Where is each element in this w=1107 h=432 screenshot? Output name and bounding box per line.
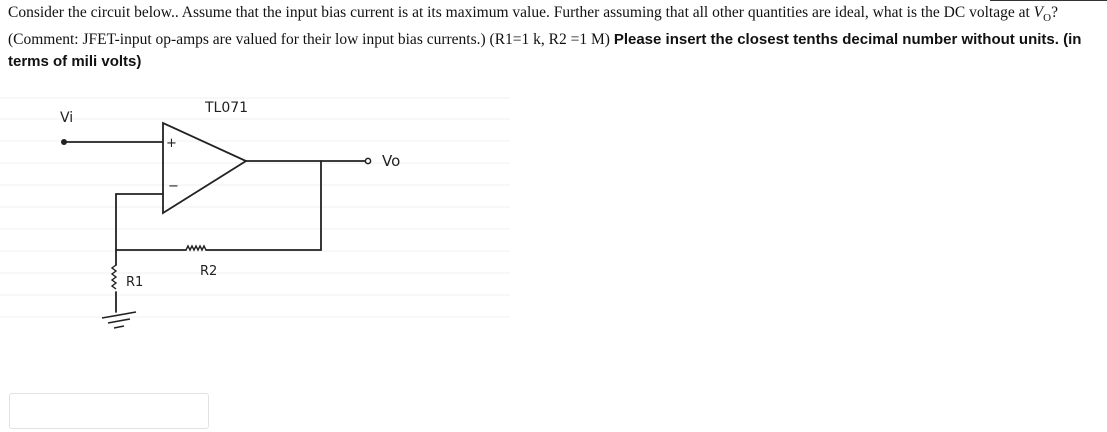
r2-resistor [186, 246, 206, 250]
answer-input[interactable] [9, 393, 209, 429]
question-text [8, 2, 1103, 73]
question-comment: ? (Comment: JFET-input op-amps are valued for their low input bias currents.) (R1=1 k, R2 =1 M) [8, 4, 1058, 49]
output-label: Vo [382, 152, 401, 170]
r2-label: R2 [200, 264, 218, 279]
question-instruction: Please insert the closest tenths decimal number without units. (in terms of mili volts) [8, 31, 1082, 71]
ground-symbol [102, 312, 136, 328]
vo-symbol: $V_O$ [1033, 4, 1052, 25]
r1-label: R1 [126, 275, 144, 290]
question-intro: Consider the circuit below.. Assume that the input bias current is at its maximum value. Further assuming that all other quantities are ideal, what is the DC voltage at [8, 4, 1030, 21]
noninverting-sign: + [166, 136, 177, 151]
paper-lines [0, 98, 510, 317]
top-border-line [990, 0, 1107, 1]
opamp-label: TL071 [205, 100, 249, 116]
circuit-diagram [0, 90, 520, 340]
input-label: Vi [60, 110, 74, 126]
output-terminal [365, 158, 370, 163]
r1-resistor [112, 265, 116, 289]
inverting-sign: − [168, 179, 179, 194]
input-terminal [61, 139, 67, 145]
